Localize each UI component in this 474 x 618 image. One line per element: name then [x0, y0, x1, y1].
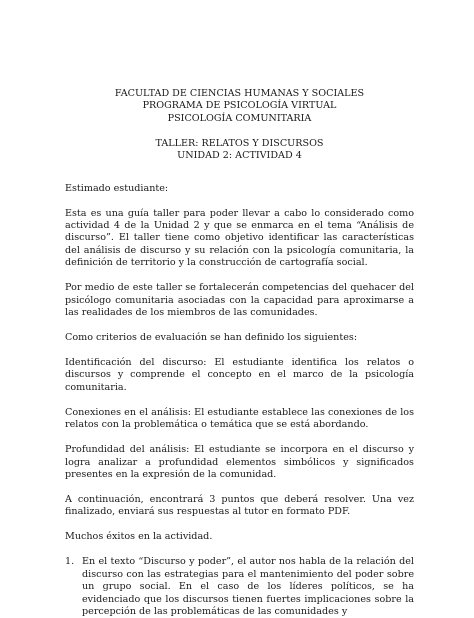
question-text: En el texto “Discurso y poder”, el autor nos habla de la relación del discurso con las estrategias para el mantenimiento del poder sobre un grupo social. En el caso de los líderes políticos, se ha evidenciado que los discursos tienen fuertes implicaciones sobre la percepción de las problemáticas de las comunidades y — [82, 556, 414, 618]
activity-heading — [65, 138, 414, 163]
intro-paragraph: Esta es una guía taller para poder llevar a cabo lo considerado como actividad 4 de la Unidad 2 y que se enmarca en el tema “Análisis de discurso”. El taller tiene como objetivo identificar las características del análisis de discurso y su relación con la psicología comunitaria, la definición de territorio y la construcción de cartografía social. — [65, 207, 414, 269]
document-header — [65, 88, 414, 125]
closing-line: Muchos éxitos en la actividad. — [65, 531, 213, 543]
unit-activity-title: UNIDAD 2: ACTIVIDAD 4 — [177, 150, 302, 162]
faculty-title: FACULTAD DE CIENCIAS HUMANAS Y SOCIALES — [114, 88, 365, 99]
instructions-paragraph: A continuación, encontrará 3 puntos que deberá resolver. Una vez finalizado, enviará sus respuestas al tutor en formato PDF. — [65, 494, 414, 518]
workshop-title: TALLER: RELATOS Y DISCURSOS — [155, 137, 324, 149]
questions-list — [65, 556, 414, 618]
criterion-identification: Identificación del discurso: El estudiante identifica los relatos o discursos y comprende el concepto en el marco de la psicología comunitaria. — [65, 356, 414, 393]
criterion-connections: Conexiones en el análisis: El estudiante establece las conexiones de los relatos con la problemática o temática que se está abordando. — [65, 406, 414, 431]
criteria-intro: Como criterios de evaluación se han definido los siguientes: — [65, 331, 358, 343]
criterion-depth: Profundidad del análisis: El estudiante se incorpora en el discurso y logra analizar a profundidad elementos simbólicos y significados presentes en la expresión de la comunidad. — [65, 444, 414, 480]
question-number: 1. — [65, 556, 75, 568]
document-page — [65, 88, 414, 618]
course-title: PSICOLOGÍA COMUNITARIA — [167, 112, 312, 124]
greeting: Estimado estudiante: — [65, 182, 169, 194]
competencies-paragraph: Por medio de este taller se fortalecerán competencias del quehacer del psicólogo comunitaria asociadas con la capacidad para aproximarse a las realidades de los miembros de las comunidades. — [65, 282, 414, 318]
list-item — [65, 556, 414, 618]
program-title: PROGRAMA DE PSICOLOGÍA VIRTUAL — [142, 100, 337, 112]
